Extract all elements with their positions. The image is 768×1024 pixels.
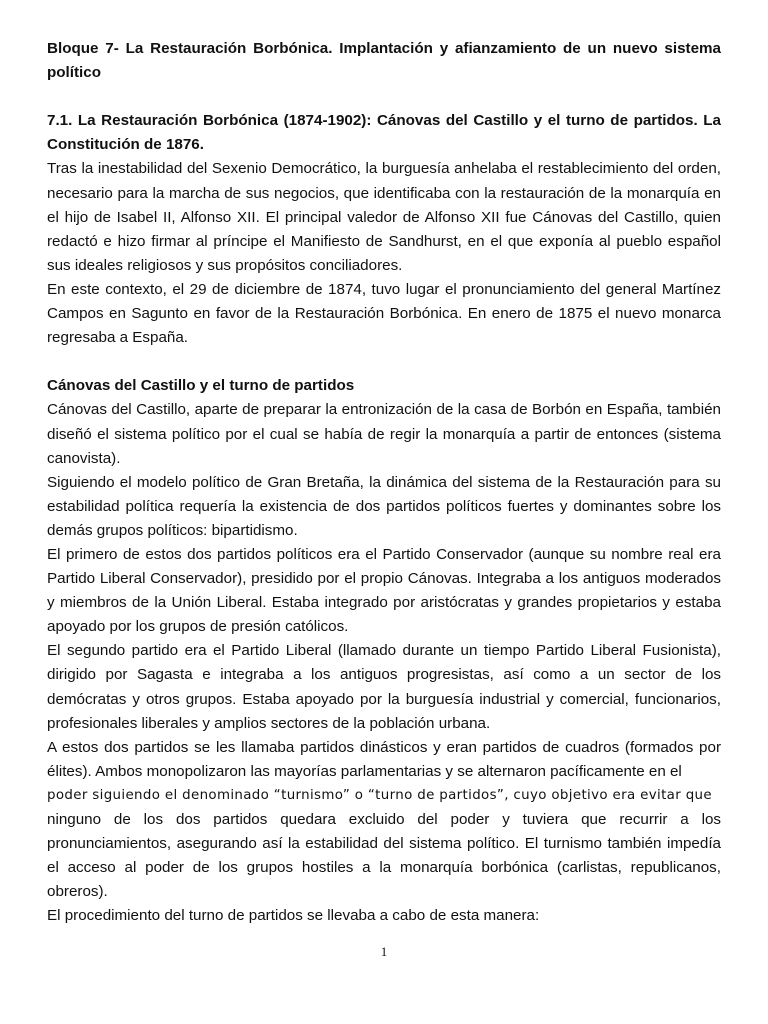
document-page	[47, 37, 721, 928]
document-title: Bloque 7- La Restauración Borbónica. Implantación y afianzamiento de un nuevo sistema político	[47, 40, 721, 82]
body-paragraph-4: El segundo partido era el Partido Liberal (llamado durante un tiempo Partido Liberal Fusionista), dirigido por Sagasta e integraba a los antiguos progresistas, así como a un sector de los demócratas y otros grupos. Estaba apoyado por la burguesía industrial y comercial, funcionarios, profesionales liberales y amplios sectores de la población urbana.	[47, 642, 721, 732]
turnismo-paragraph	[47, 736, 721, 905]
closing-paragraph: El procedimiento del turno de partidos se llevaba a cabo de esta manera:	[47, 907, 540, 925]
spacer	[47, 350, 721, 374]
intro-paragraph-1: Tras la inestabilidad del Sexenio Democrático, la burguesía anhelaba el restablecimiento del orden, necesario para la marcha de sus negocios, que identificaba con la restauración de la monarquía en el hijo de Isabel II, Alfonso XII. El principal valedor de Alfonso XII fue Cánovas del Castillo, quien redactó e hizo firmar al príncipe el Manifiesto de Sandhurst, en el que exponía al pueblo español sus ideales religiosos y sus propósitos conciliadores.	[47, 160, 721, 274]
turnismo-paragraph-part-1: A estos dos partidos se les llamaba partidos dinásticos y eran partidos de cuadros (formados por élites). Ambos monopolizaron las mayorías parlamentarias y se alternaron pacíficamente en el	[47, 738, 721, 780]
body-paragraph-3: El primero de estos dos partidos políticos era el Partido Conservador (aunque su nombre real era Partido Liberal Conservador), presidido por el propio Cánovas. Integraba a los antiguos moderados y miembros de la Unión Liberal. Estaba integrado por aristócratas y grandes propietarios y estaba apoyado por los grupos de presión católicos.	[47, 545, 721, 636]
subheading: Cánovas del Castillo y el turno de partidos	[47, 377, 355, 395]
intro-paragraph-2: En este contexto, el 29 de diciembre de 1874, tuvo lugar el pronunciamiento del general Martínez Campos en Sagunto en favor de la Restauración Borbónica. En enero de 1875 el nuevo monarca regresaba a España.	[47, 280, 721, 347]
page-number: 1	[380, 944, 388, 959]
body-paragraph-2: Siguiendo el modelo político de Gran Bretaña, la dinámica del sistema de la Restauración para su estabilidad política requería la existencia de dos partidos políticos fuertes y dominantes sobre los demás grupos políticos: bipartidismo.	[47, 473, 721, 539]
body-paragraph-1: Cánovas del Castillo, aparte de preparar la entronización de la casa de Borbón en España, también diseñó el sistema político por el cual se había de regir la monarquía a partir de entonces (sistema canovista).	[47, 401, 721, 467]
spacer	[47, 85, 721, 109]
section-heading: 7.1. La Restauración Borbónica (1874-1902): Cánovas del Castillo y el turno de partidos. La Constitución de 1876.	[47, 112, 721, 154]
turnismo-paragraph-part-2: poder siguiendo el denominado “turnismo” o “turno de partidos”, cuyo objetivo era evitar que	[47, 787, 712, 803]
turnismo-paragraph-part-3: ninguno de los dos partidos quedara excluido del poder y tuviera que recurrir a los pronunciamientos, asegurando así la estabilidad del sistema político. El turnismo también impedía el acceso al poder de los grupos hostiles a la monarquía borbónica (carlistas, republicanos, obreros).	[47, 811, 721, 901]
